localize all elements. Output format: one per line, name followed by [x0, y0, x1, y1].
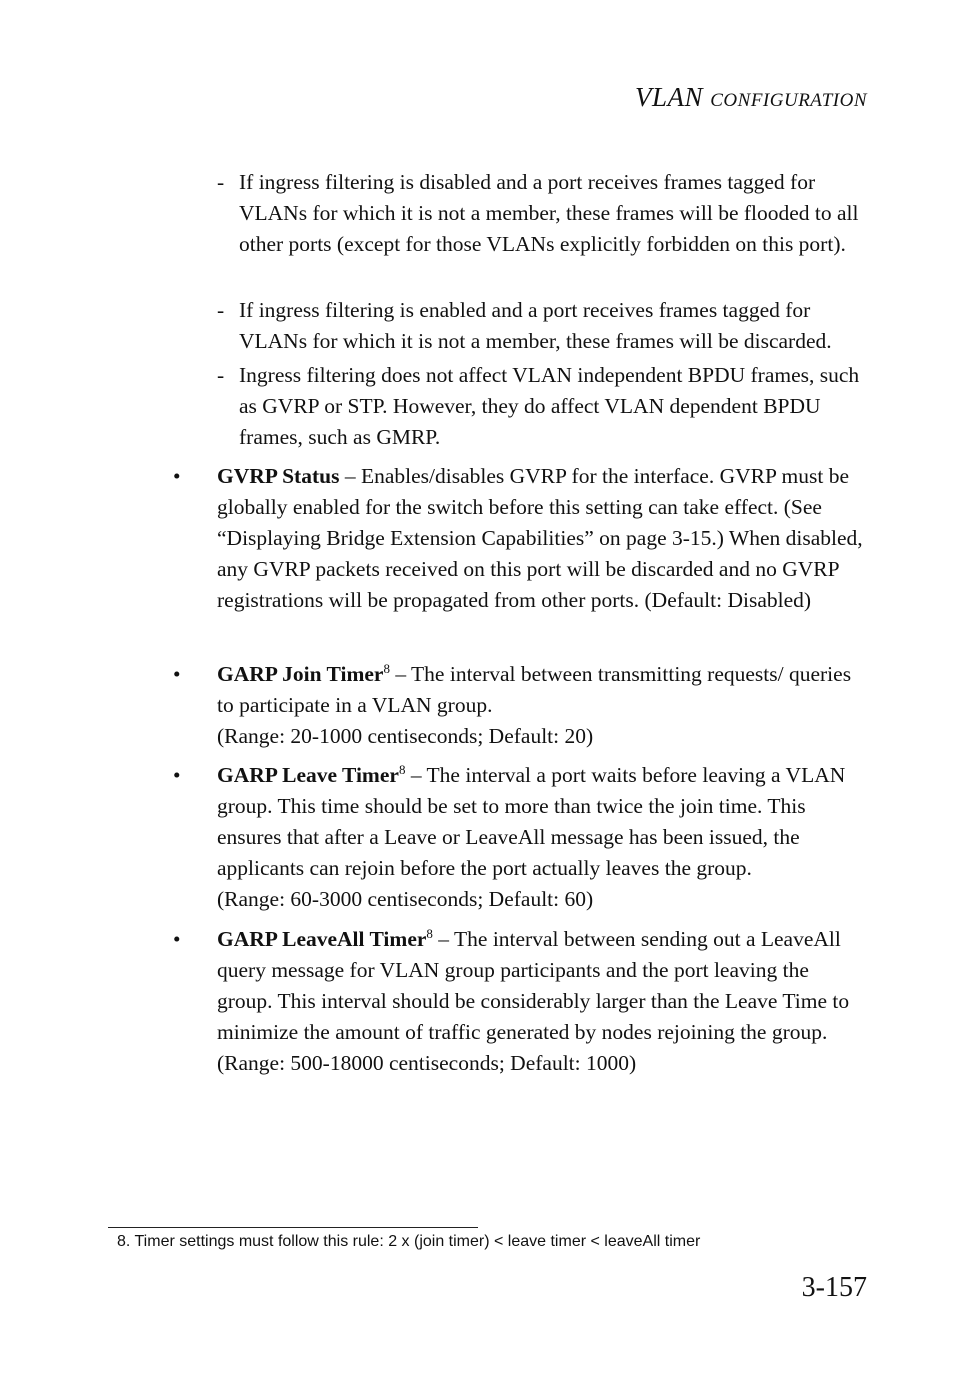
footnote-divider: [108, 1227, 478, 1228]
bullet-marker: •: [173, 662, 181, 686]
bullet-marker: •: [173, 464, 181, 488]
bullet-term: GVRP Status: [217, 464, 340, 488]
sub-item-text: Ingress filtering does not affect VLAN independent BPDU frames, such as GVRP or STP. However, they do affect VLAN dependent BPDU frames, such as GMRP.: [239, 363, 860, 449]
bullet-term: GARP LeaveAll Timer: [217, 927, 427, 951]
sub-item-text: If ingress filtering is disabled and a port receives frames tagged for VLANs for which it is not a member, these frames will be flooded to all other ports (except for those VLANs explicitly forbidden on this port).: [239, 170, 859, 256]
bullet-range: (Range: 60-3000 centiseconds; Default: 60): [217, 887, 594, 911]
footnote: 8. Timer settings must follow this rule: 2 x (join timer) < leave timer < leaveAll timer: [117, 1233, 701, 1250]
bullet-range: (Range: 500-18000 centiseconds; Default: 1000): [217, 1051, 637, 1075]
sub-item-ingress-disabled: [217, 167, 867, 260]
bullet-text: – The interval between sending out a LeaveAll query message for VLAN group participants and the port leaving the group. This interval should be considerably larger than the Leave Time to minimize the amount of traffic generated by nodes rejoining the group.: [217, 927, 850, 1044]
sub-item-ingress-enabled: [217, 295, 867, 357]
footnote-ref: 8: [426, 926, 433, 941]
bullet-garp-leave-timer: [173, 760, 867, 915]
page-number: 3-157: [801, 1272, 867, 1303]
bullet-term: GARP Leave Timer: [217, 763, 399, 787]
dash-marker: -: [217, 298, 225, 322]
bullet-gvrp-status: [173, 461, 867, 616]
bullet-text: – Enables/disables GVRP for the interface. GVRP must be globally enabled for the switch before this setting can take effect. (See “Displaying Bridge Extension Capabilities” on page 3-15.) When disabled, any GVRP packets received on this port will be discarded and no GVRP registrations will be propagated from other ports. (Default: Disabled): [217, 464, 863, 612]
footnote-ref: 8: [398, 762, 406, 777]
sub-item-ingress-bpdu: [217, 360, 867, 453]
bullet-garp-leaveall-timer: [173, 924, 867, 1079]
running-header: [635, 82, 867, 113]
dash-marker: -: [217, 363, 225, 387]
bullet-text: – The interval a port waits before leaving a VLAN group. This time should be set to more than twice the join time. This ensures that after a Leave or LeaveAll message has been issued, the applicants can rejoin before the port actually leaves the group.: [217, 763, 846, 880]
header-title-main: VLAN: [634, 82, 711, 112]
bullet-marker: •: [173, 927, 181, 951]
footnote-ref: 8: [383, 661, 390, 676]
bullet-text: – The interval between transmitting requests/ queries to participate in a VLAN group.: [217, 662, 852, 717]
bullet-term: GARP Join Timer: [217, 662, 384, 686]
bullet-range: (Range: 20-1000 centiseconds; Default: 20): [217, 724, 594, 748]
bullet-marker: •: [173, 763, 181, 787]
dash-marker: -: [217, 170, 225, 194]
bullet-garp-join-timer: [173, 659, 867, 752]
header-title-small: CONFIGURATION: [710, 90, 867, 111]
sub-item-text: If ingress filtering is enabled and a port receives frames tagged for VLANs for which it is not a member, these frames will be discarded.: [239, 298, 832, 353]
